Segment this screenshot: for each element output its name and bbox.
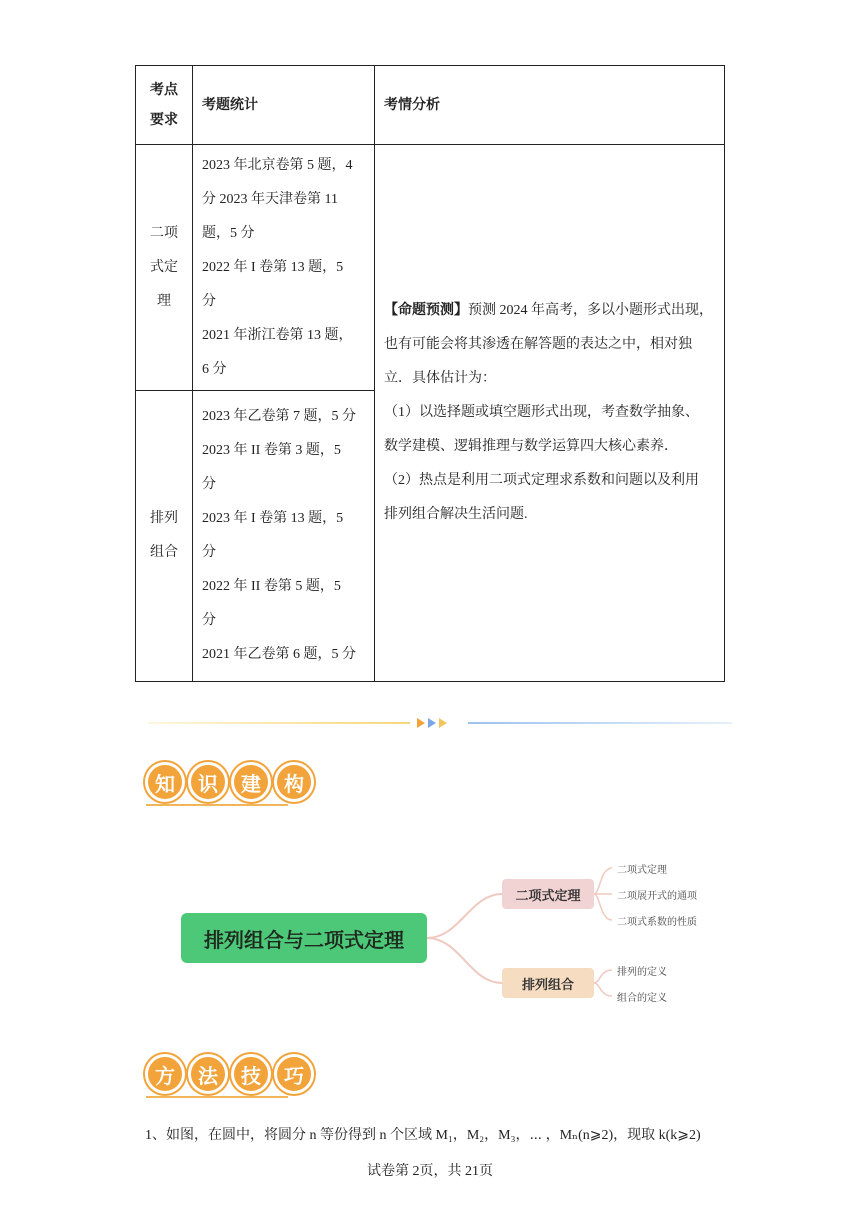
topic-line: 式定 — [150, 259, 178, 275]
mindmap-leaf: 二项展开式的通项 — [617, 891, 697, 902]
prediction-tag: 【命题预测】 — [384, 303, 468, 318]
stats-line: 分 — [202, 477, 216, 492]
section-char: 巧 — [274, 1054, 314, 1094]
analysis-line: （1）以选择题或填空题形式出现，考查数学抽象、 — [384, 405, 699, 420]
mindmap-leaf: 排列的定义 — [617, 967, 667, 978]
mindmap-branch-permutation: 排列组合 — [502, 968, 594, 998]
section-title-methods — [145, 1054, 317, 1094]
topic-line: 组合 — [150, 545, 178, 560]
stats-line: 分 — [202, 613, 216, 628]
stats-line: 2021 年浙江卷第 13 题， — [202, 327, 353, 343]
section-char: 法 — [188, 1054, 228, 1094]
stats-line: 分 — [202, 545, 216, 560]
header-topic-line: 考点 — [150, 82, 178, 98]
topic-line: 排列 — [150, 511, 178, 526]
stats-line: 2023 年乙卷第 7 题，5 分 — [202, 409, 356, 424]
analysis-line: 立．具体估计为： — [384, 371, 496, 386]
stats-line: 分 2023 年天津卷第 11 — [202, 191, 338, 207]
section-underline — [146, 1096, 288, 1098]
analysis-line: 数学建模、逻辑推理与数学运算四大核心素养． — [384, 439, 678, 454]
question-text: 1、如图，在圆中，将圆分 n 等份得到 n 个区域 M₁，M₂，M₃，⋯ ，Mₙ(n⩾2)，现取 k(k⩾2) — [145, 1128, 701, 1143]
section-char: 技 — [231, 1054, 271, 1094]
section-char: 构 — [274, 762, 314, 802]
stats-line: 2023 年 I 卷第 13 题，5 — [202, 511, 344, 526]
analysis-line: （2）热点是利用二项式定理求系数和问题以及利用 — [384, 473, 699, 488]
header-topic-line: 要求 — [150, 112, 178, 128]
stats-line: 2021 年乙卷第 6 题，5 分 — [202, 647, 356, 662]
header-analysis: 考情分析 — [375, 66, 725, 145]
mindmap-root: 排列组合与二项式定理 — [181, 913, 427, 963]
stats-line: 2023 年北京卷第 5 题，4 — [202, 157, 353, 173]
stats-line: 2022 年 I 卷第 13 题，5 — [202, 259, 344, 275]
header-stats: 考题统计 — [193, 66, 375, 145]
section-char: 方 — [145, 1054, 185, 1094]
mindmap-leaf: 组合的定义 — [617, 993, 667, 1004]
mindmap-leaf: 二项式定理 — [617, 865, 667, 876]
stats-line: 2022 年 II 卷第 5 题，5 — [202, 579, 341, 594]
stats-line: 分 — [202, 293, 216, 309]
section-char: 识 — [188, 762, 228, 802]
mindmap-branch-binomial: 二项式定理 — [502, 879, 594, 909]
analysis-line: 排列组合解决生活问题. — [384, 507, 528, 522]
mindmap-leaf: 二项式系数的性质 — [617, 917, 697, 928]
stats-line: 题，5 分 — [202, 225, 255, 241]
section-char: 建 — [231, 762, 271, 802]
topic-line: 理 — [157, 293, 171, 309]
section-char: 知 — [145, 762, 185, 802]
stats-line: 6 分 — [202, 361, 227, 377]
analysis-line: 也有可能会将其渗透在解答题的表达之中，相对独 — [384, 337, 692, 352]
topic-line: 二项 — [150, 225, 178, 241]
page-footer: 试卷第 2页，共 21页 — [367, 1164, 493, 1179]
analysis-text: 预测 2024 年高考，多以小题形式出现， — [468, 303, 713, 318]
stats-line: 2023 年 II 卷第 3 题，5 — [202, 443, 341, 458]
